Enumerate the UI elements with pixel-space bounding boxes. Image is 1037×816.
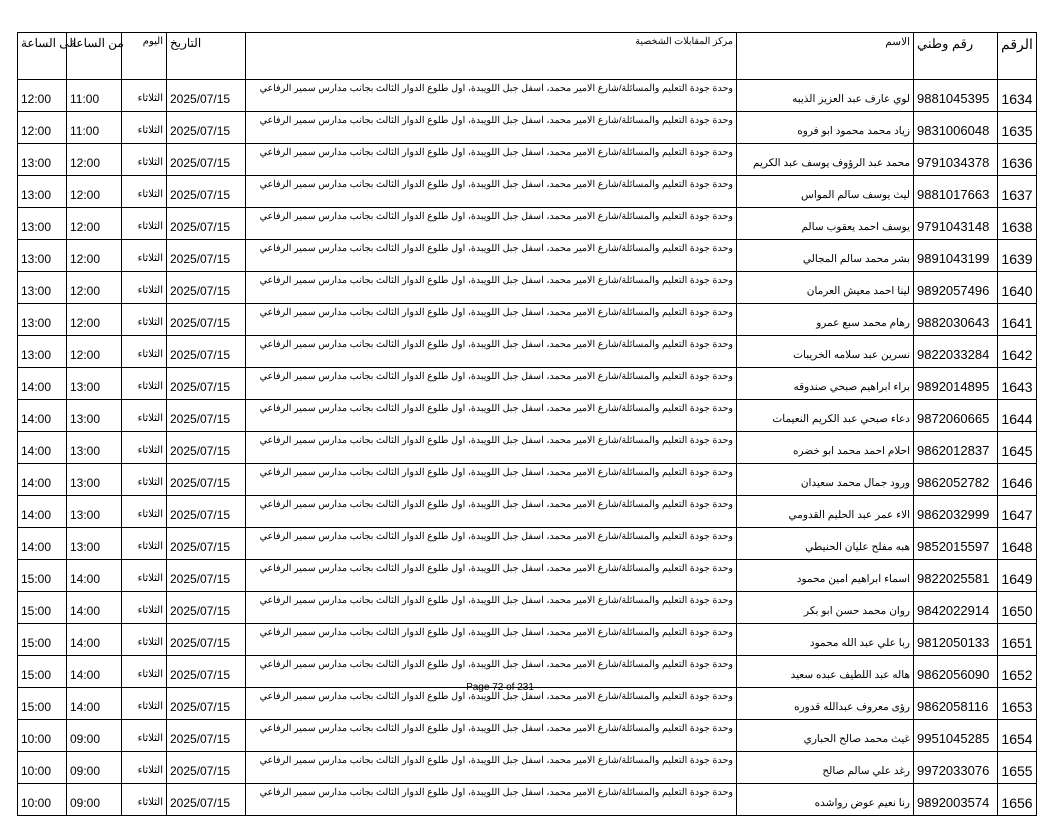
header-name: الاسم [737, 33, 914, 80]
to-time-cell: 15:00 [18, 592, 67, 624]
to-time-cell: 12:00 [18, 112, 67, 144]
national-id-cell: 9791043148 [914, 208, 998, 240]
from-time-cell: 12:00 [67, 272, 122, 304]
day-cell: الثلاثاء [122, 720, 167, 752]
day-cell: الثلاثاء [122, 784, 167, 816]
from-time-cell: 13:00 [67, 400, 122, 432]
name-cell: زياد محمد محمود ابو فروه [737, 112, 914, 144]
table-row [18, 272, 1037, 304]
interview-center-cell: وحدة جودة التعليم والمسائلة/شارع الامير محمد، اسفل جبل اللويبدة، اول طلوع الدوار الثالث بجانب مدارس سمير الرفاعي [246, 752, 737, 784]
name-cell: رؤى معروف عبدالله قدوره [737, 688, 914, 720]
day-cell: الثلاثاء [122, 304, 167, 336]
name-cell: رغد علي سالم صالح [737, 752, 914, 784]
schedule-table [17, 32, 1037, 816]
header-interview-center: مركز المقابلات الشخصية [246, 33, 737, 80]
date-cell: 2025/07/15 [167, 272, 246, 304]
interview-center-cell: وحدة جودة التعليم والمسائلة/شارع الامير محمد، اسفل جبل اللويبدة، اول طلوع الدوار الثالث بجانب مدارس سمير الرفاعي [246, 496, 737, 528]
date-cell: 2025/07/15 [167, 592, 246, 624]
national-id-cell: 9862052782 [914, 464, 998, 496]
from-time-cell: 13:00 [67, 464, 122, 496]
row-number: 1647 [998, 496, 1037, 528]
name-cell: هبه مفلح عليان الحنيطي [737, 528, 914, 560]
interview-center-cell: وحدة جودة التعليم والمسائلة/شارع الامير محمد، اسفل جبل اللويبدة، اول طلوع الدوار الثالث بجانب مدارس سمير الرفاعي [246, 112, 737, 144]
date-cell: 2025/07/15 [167, 720, 246, 752]
day-cell: الثلاثاء [122, 496, 167, 528]
name-cell: غيث محمد صالح الحباري [737, 720, 914, 752]
row-number: 1642 [998, 336, 1037, 368]
to-time-cell: 13:00 [18, 240, 67, 272]
day-cell: الثلاثاء [122, 80, 167, 112]
day-cell: الثلاثاء [122, 400, 167, 432]
name-cell: محمد عبد الرؤوف يوسف عبد الكريم [737, 144, 914, 176]
table-row [18, 528, 1037, 560]
interview-center-cell: وحدة جودة التعليم والمسائلة/شارع الامير محمد، اسفل جبل اللويبدة، اول طلوع الدوار الثالث بجانب مدارس سمير الرفاعي [246, 624, 737, 656]
table-row [18, 624, 1037, 656]
interview-center-cell: وحدة جودة التعليم والمسائلة/شارع الامير محمد، اسفل جبل اللويبدة، اول طلوع الدوار الثالث بجانب مدارس سمير الرفاعي [246, 336, 737, 368]
interview-center-cell: وحدة جودة التعليم والمسائلة/شارع الامير محمد، اسفل جبل اللويبدة، اول طلوع الدوار الثالث بجانب مدارس سمير الرفاعي [246, 208, 737, 240]
to-time-cell: 14:00 [18, 368, 67, 400]
row-number: 1648 [998, 528, 1037, 560]
date-cell: 2025/07/15 [167, 688, 246, 720]
to-time-cell: 15:00 [18, 656, 67, 688]
national-id-cell: 9862032999 [914, 496, 998, 528]
name-cell: ليث يوسف سالم المواس [737, 176, 914, 208]
interview-center-cell: وحدة جودة التعليم والمسائلة/شارع الامير محمد، اسفل جبل اللويبدة، اول طلوع الدوار الثالث بجانب مدارس سمير الرفاعي [246, 144, 737, 176]
table-row [18, 496, 1037, 528]
from-time-cell: 14:00 [67, 656, 122, 688]
to-time-cell: 14:00 [18, 400, 67, 432]
from-time-cell: 12:00 [67, 240, 122, 272]
row-number: 1645 [998, 432, 1037, 464]
row-number: 1656 [998, 784, 1037, 816]
interview-center-cell: وحدة جودة التعليم والمسائلة/شارع الامير محمد، اسفل جبل اللويبدة، اول طلوع الدوار الثالث بجانب مدارس سمير الرفاعي [246, 400, 737, 432]
name-cell: احلام احمد محمد ابو خضره [737, 432, 914, 464]
date-cell: 2025/07/15 [167, 336, 246, 368]
day-cell: الثلاثاء [122, 144, 167, 176]
date-cell: 2025/07/15 [167, 144, 246, 176]
national-id-cell: 9862056090 [914, 656, 998, 688]
row-number: 1651 [998, 624, 1037, 656]
table-row [18, 560, 1037, 592]
day-cell: الثلاثاء [122, 464, 167, 496]
from-time-cell: 12:00 [67, 176, 122, 208]
name-cell: ورود جمال محمد سعيدان [737, 464, 914, 496]
interview-center-cell: وحدة جودة التعليم والمسائلة/شارع الامير محمد، اسفل جبل اللويبدة، اول طلوع الدوار الثالث بجانب مدارس سمير الرفاعي [246, 528, 737, 560]
day-cell: الثلاثاء [122, 208, 167, 240]
national-id-cell: 9882030643 [914, 304, 998, 336]
to-time-cell: 10:00 [18, 784, 67, 816]
date-cell: 2025/07/15 [167, 784, 246, 816]
row-number: 1634 [998, 80, 1037, 112]
day-cell: الثلاثاء [122, 752, 167, 784]
date-cell: 2025/07/15 [167, 80, 246, 112]
from-time-cell: 14:00 [67, 688, 122, 720]
day-cell: الثلاثاء [122, 368, 167, 400]
row-number: 1643 [998, 368, 1037, 400]
day-cell: الثلاثاء [122, 624, 167, 656]
interview-center-cell: وحدة جودة التعليم والمسائلة/شارع الامير محمد، اسفل جبل اللويبدة، اول طلوع الدوار الثالث بجانب مدارس سمير الرفاعي [246, 560, 737, 592]
national-id-cell: 9862012837 [914, 432, 998, 464]
row-number: 1635 [998, 112, 1037, 144]
from-time-cell: 12:00 [67, 144, 122, 176]
from-time-cell: 11:00 [67, 80, 122, 112]
table-row [18, 240, 1037, 272]
from-time-cell: 13:00 [67, 432, 122, 464]
interview-center-cell: وحدة جودة التعليم والمسائلة/شارع الامير محمد، اسفل جبل اللويبدة، اول طلوع الدوار الثالث بجانب مدارس سمير الرفاعي [246, 688, 737, 720]
name-cell: رهام محمد سبع عمرو [737, 304, 914, 336]
national-id-cell: 9972033076 [914, 752, 998, 784]
to-time-cell: 14:00 [18, 496, 67, 528]
row-number: 1637 [998, 176, 1037, 208]
table-row [18, 752, 1037, 784]
date-cell: 2025/07/15 [167, 304, 246, 336]
date-cell: 2025/07/15 [167, 208, 246, 240]
table-header-row [18, 33, 1037, 80]
header-day: اليوم [122, 33, 167, 80]
from-time-cell: 13:00 [67, 496, 122, 528]
name-cell: نسرين عبد سلامه الخريبات [737, 336, 914, 368]
to-time-cell: 10:00 [18, 720, 67, 752]
to-time-cell: 15:00 [18, 624, 67, 656]
name-cell: روان محمد حسن ابو بكر [737, 592, 914, 624]
row-number: 1640 [998, 272, 1037, 304]
date-cell: 2025/07/15 [167, 368, 246, 400]
name-cell: دعاء صبحي عبد الكريم النعيمات [737, 400, 914, 432]
to-time-cell: 14:00 [18, 464, 67, 496]
day-cell: الثلاثاء [122, 560, 167, 592]
row-number: 1636 [998, 144, 1037, 176]
national-id-cell: 9881045395 [914, 80, 998, 112]
to-time-cell: 13:00 [18, 304, 67, 336]
day-cell: الثلاثاء [122, 112, 167, 144]
day-cell: الثلاثاء [122, 272, 167, 304]
to-time-cell: 12:00 [18, 80, 67, 112]
table-row [18, 432, 1037, 464]
national-id-cell: 9892057496 [914, 272, 998, 304]
table-row [18, 144, 1037, 176]
to-time-cell: 13:00 [18, 208, 67, 240]
national-id-cell: 9791034378 [914, 144, 998, 176]
interview-center-cell: وحدة جودة التعليم والمسائلة/شارع الامير محمد، اسفل جبل اللويبدة، اول طلوع الدوار الثالث بجانب مدارس سمير الرفاعي [246, 272, 737, 304]
national-id-cell: 9892014895 [914, 368, 998, 400]
interview-center-cell: وحدة جودة التعليم والمسائلة/شارع الامير محمد، اسفل جبل اللويبدة، اول طلوع الدوار الثالث بجانب مدارس سمير الرفاعي [246, 80, 737, 112]
table-row [18, 464, 1037, 496]
row-number: 1653 [998, 688, 1037, 720]
table-row [18, 592, 1037, 624]
row-number: 1644 [998, 400, 1037, 432]
page-number: Page 72 of 231 [466, 682, 534, 693]
from-time-cell: 12:00 [67, 208, 122, 240]
interview-center-cell: وحدة جودة التعليم والمسائلة/شارع الامير محمد، اسفل جبل اللويبدة، اول طلوع الدوار الثالث بجانب مدارس سمير الرفاعي [246, 176, 737, 208]
to-time-cell: 14:00 [18, 528, 67, 560]
interview-center-cell: وحدة جودة التعليم والمسائلة/شارع الامير محمد، اسفل جبل اللويبدة، اول طلوع الدوار الثالث بجانب مدارس سمير الرفاعي [246, 592, 737, 624]
date-cell: 2025/07/15 [167, 432, 246, 464]
date-cell: 2025/07/15 [167, 176, 246, 208]
from-time-cell: 11:00 [67, 112, 122, 144]
table-row [18, 336, 1037, 368]
table-body [18, 80, 1037, 816]
name-cell: بشر محمد سالم المجالي [737, 240, 914, 272]
national-id-cell: 9812050133 [914, 624, 998, 656]
national-id-cell: 9872060665 [914, 400, 998, 432]
header-from-time: من الساعة [67, 33, 122, 80]
header-number: الرقم [998, 33, 1037, 80]
row-number: 1638 [998, 208, 1037, 240]
national-id-cell: 9881017663 [914, 176, 998, 208]
row-number: 1649 [998, 560, 1037, 592]
day-cell: الثلاثاء [122, 336, 167, 368]
table-row [18, 720, 1037, 752]
from-time-cell: 14:00 [67, 624, 122, 656]
interview-center-cell: وحدة جودة التعليم والمسائلة/شارع الامير محمد، اسفل جبل اللويبدة، اول طلوع الدوار الثالث بجانب مدارس سمير الرفاعي [246, 432, 737, 464]
table-row [18, 368, 1037, 400]
from-time-cell: 14:00 [67, 592, 122, 624]
interview-center-cell: وحدة جودة التعليم والمسائلة/شارع الامير محمد، اسفل جبل اللويبدة، اول طلوع الدوار الثالث بجانب مدارس سمير الرفاعي [246, 656, 737, 688]
date-cell: 2025/07/15 [167, 624, 246, 656]
to-time-cell: 13:00 [18, 144, 67, 176]
to-time-cell: 15:00 [18, 560, 67, 592]
name-cell: هاله عبد اللطيف عبده سعيد [737, 656, 914, 688]
from-time-cell: 13:00 [67, 528, 122, 560]
table-row [18, 784, 1037, 816]
name-cell: ربا علي عبد الله محمود [737, 624, 914, 656]
row-number: 1654 [998, 720, 1037, 752]
day-cell: الثلاثاء [122, 592, 167, 624]
national-id-cell: 9891043199 [914, 240, 998, 272]
name-cell: رنا نعيم عوض رواشده [737, 784, 914, 816]
name-cell: اسماء ابراهيم امين محمود [737, 560, 914, 592]
national-id-cell: 9831006048 [914, 112, 998, 144]
interview-center-cell: وحدة جودة التعليم والمسائلة/شارع الامير محمد، اسفل جبل اللويبدة، اول طلوع الدوار الثالث بجانب مدارس سمير الرفاعي [246, 784, 737, 816]
date-cell: 2025/07/15 [167, 560, 246, 592]
date-cell: 2025/07/15 [167, 528, 246, 560]
from-time-cell: 09:00 [67, 720, 122, 752]
national-id-cell: 9892003574 [914, 784, 998, 816]
from-time-cell: 09:00 [67, 784, 122, 816]
national-id-cell: 9822033284 [914, 336, 998, 368]
row-number: 1646 [998, 464, 1037, 496]
day-cell: الثلاثاء [122, 656, 167, 688]
day-cell: الثلاثاء [122, 176, 167, 208]
row-number: 1652 [998, 656, 1037, 688]
to-time-cell: 13:00 [18, 272, 67, 304]
table-row [18, 208, 1037, 240]
to-time-cell: 13:00 [18, 336, 67, 368]
row-number: 1639 [998, 240, 1037, 272]
name-cell: براء ابراهيم صبحي صندوقه [737, 368, 914, 400]
from-time-cell: 13:00 [67, 368, 122, 400]
name-cell: الاء عمر عبد الحليم القدومي [737, 496, 914, 528]
interview-center-cell: وحدة جودة التعليم والمسائلة/شارع الامير محمد، اسفل جبل اللويبدة، اول طلوع الدوار الثالث بجانب مدارس سمير الرفاعي [246, 240, 737, 272]
national-id-cell: 9852015597 [914, 528, 998, 560]
date-cell: 2025/07/15 [167, 112, 246, 144]
national-id-cell: 9951045285 [914, 720, 998, 752]
row-number: 1650 [998, 592, 1037, 624]
to-time-cell: 14:00 [18, 432, 67, 464]
interview-center-cell: وحدة جودة التعليم والمسائلة/شارع الامير محمد، اسفل جبل اللويبدة، اول طلوع الدوار الثالث بجانب مدارس سمير الرفاعي [246, 368, 737, 400]
to-time-cell: 13:00 [18, 176, 67, 208]
table-row [18, 176, 1037, 208]
name-cell: لوي عارف عبد العزيز الذيبه [737, 80, 914, 112]
header-to-time: الى الساعة [18, 33, 67, 80]
interview-center-cell: وحدة جودة التعليم والمسائلة/شارع الامير محمد، اسفل جبل اللويبدة، اول طلوع الدوار الثالث بجانب مدارس سمير الرفاعي [246, 464, 737, 496]
row-number: 1655 [998, 752, 1037, 784]
header-date: التاريخ [167, 33, 246, 80]
day-cell: الثلاثاء [122, 528, 167, 560]
national-id-cell: 9862058116 [914, 688, 998, 720]
table-row [18, 400, 1037, 432]
date-cell: 2025/07/15 [167, 240, 246, 272]
table-row [18, 304, 1037, 336]
national-id-cell: 9822025581 [914, 560, 998, 592]
header-national-id: رقم وطني [914, 33, 998, 80]
to-time-cell: 15:00 [18, 688, 67, 720]
date-cell: 2025/07/15 [167, 496, 246, 528]
from-time-cell: 12:00 [67, 336, 122, 368]
interview-center-cell: وحدة جودة التعليم والمسائلة/شارع الامير محمد، اسفل جبل اللويبدة، اول طلوع الدوار الثالث بجانب مدارس سمير الرفاعي [246, 304, 737, 336]
day-cell: الثلاثاء [122, 688, 167, 720]
table-row [18, 112, 1037, 144]
name-cell: لينا احمد معيش العرمان [737, 272, 914, 304]
date-cell: 2025/07/15 [167, 656, 246, 688]
from-time-cell: 09:00 [67, 752, 122, 784]
table-row [18, 80, 1037, 112]
from-time-cell: 14:00 [67, 560, 122, 592]
from-time-cell: 12:00 [67, 304, 122, 336]
name-cell: يوسف احمد يعقوب سالم [737, 208, 914, 240]
date-cell: 2025/07/15 [167, 400, 246, 432]
day-cell: الثلاثاء [122, 432, 167, 464]
to-time-cell: 10:00 [18, 752, 67, 784]
date-cell: 2025/07/15 [167, 752, 246, 784]
national-id-cell: 9842022914 [914, 592, 998, 624]
date-cell: 2025/07/15 [167, 464, 246, 496]
row-number: 1641 [998, 304, 1037, 336]
interview-center-cell: وحدة جودة التعليم والمسائلة/شارع الامير محمد، اسفل جبل اللويبدة، اول طلوع الدوار الثالث بجانب مدارس سمير الرفاعي [246, 720, 737, 752]
interview-schedule-sheet [17, 32, 1033, 816]
day-cell: الثلاثاء [122, 240, 167, 272]
